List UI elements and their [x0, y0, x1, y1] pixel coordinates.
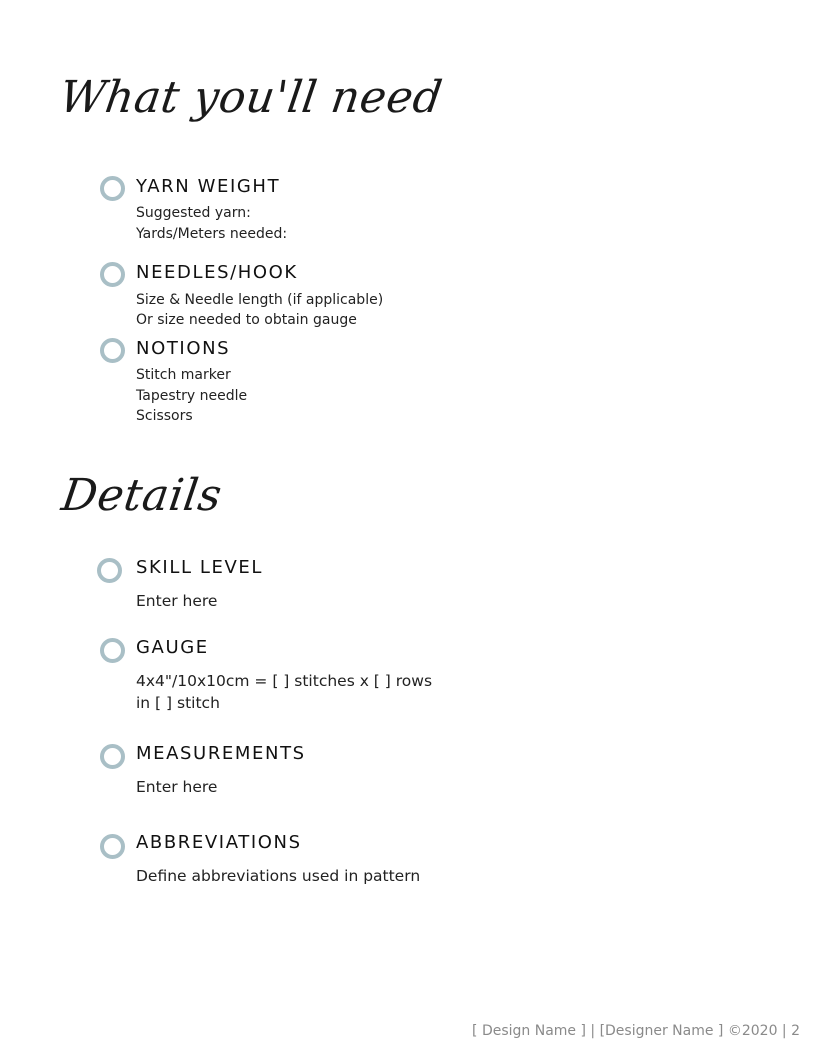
- item-text-stitch-marker: Stitch marker: [136, 367, 231, 383]
- circle-outline-icon: [100, 338, 125, 363]
- section-title-what-youll-need: What you'll need: [56, 72, 446, 123]
- item-text-gauge-formula: 4x4"/10x10cm = [ ] stitches x [ ] rows: [136, 672, 433, 690]
- item-text-skill-level: Enter here: [136, 592, 218, 610]
- item-text-measurements: Enter here: [136, 778, 218, 796]
- item-heading-yarn-weight: YARN WEIGHT: [136, 176, 281, 197]
- item-text-yards-meters: Yards/Meters needed:: [136, 226, 288, 242]
- item-text-tapestry-needle: Tapestry needle: [136, 388, 248, 404]
- circle-outline-icon: [97, 558, 122, 583]
- page-footer: [ Design Name ] | [Designer Name ] ©2020 | 2: [472, 1023, 800, 1039]
- circle-outline-icon: [100, 176, 125, 201]
- item-heading-needles-hook: NEEDLES/HOOK: [136, 262, 298, 283]
- item-heading-abbreviations: ABBREVIATIONS: [136, 832, 302, 853]
- item-text-gauge-size: Or size needed to obtain gauge: [136, 312, 357, 328]
- circle-outline-icon: [100, 834, 125, 859]
- item-text-needle-size: Size & Needle length (if applicable): [136, 292, 384, 308]
- item-heading-notions: NOTIONS: [136, 338, 231, 359]
- item-text-abbreviations: Define abbreviations used in pattern: [136, 867, 421, 885]
- item-text-gauge-stitch: in [ ] stitch: [136, 694, 220, 712]
- item-heading-skill-level: SKILL LEVEL: [136, 557, 264, 578]
- item-heading-gauge: GAUGE: [136, 637, 209, 658]
- circle-outline-icon: [100, 262, 125, 287]
- circle-outline-icon: [100, 744, 125, 769]
- circle-outline-icon: [100, 638, 125, 663]
- item-text-suggested-yarn: Suggested yarn:: [136, 205, 251, 221]
- item-text-scissors: Scissors: [136, 408, 193, 424]
- section-title-details: Details: [58, 470, 226, 521]
- item-heading-measurements: MEASUREMENTS: [136, 743, 306, 764]
